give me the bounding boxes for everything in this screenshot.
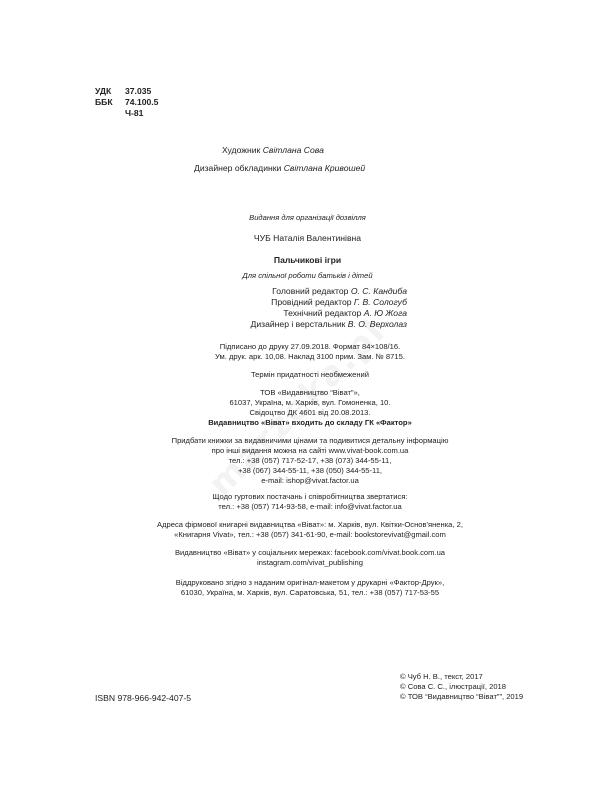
- cover-designer-name: Світлана Кривошей: [283, 163, 366, 173]
- buy-info-line: про інші видання можна на сайті www.vivat-book.com.ua: [211, 446, 409, 455]
- copyright-line: © Сова С. С., ілюстрації, 2018: [400, 682, 507, 691]
- printing-line: Віддруковано згідно з наданим оригінал-макетом у друкарні «Фактор-Друк»,: [175, 578, 445, 587]
- print-info-line: Підписано до друку 27.09.2018. Формат 84×108/16.: [219, 342, 401, 351]
- buy-info-block: [150, 436, 470, 486]
- udk-label: УДК: [95, 86, 112, 96]
- cover-designer-label: Дизайнер обкладинки: [194, 163, 282, 173]
- editor-row: Технічний редактор А. Ю Жога: [283, 308, 407, 318]
- classification-block: [95, 86, 158, 119]
- bbk-value: 74.100.5: [125, 97, 159, 107]
- buy-info-line: Придбати книжки за видавничими цінами та подивитися детальну інформацію: [171, 436, 449, 445]
- social-block: [150, 548, 470, 568]
- editor-row: Провідний редактор Г. В. Сологуб: [271, 297, 407, 307]
- udk-value: 37.035: [125, 86, 152, 96]
- publisher-certificate: Свідоцтво ДК 4601 від 20.08.2013.: [249, 408, 371, 417]
- store-line: «Книгарня Vivat», тел.: +38 (057) 341-61-90, e-mail: bookstorevivat@gmail.com: [174, 530, 446, 539]
- publisher-block: [150, 388, 470, 428]
- copyright-line: © Чуб Н. В., текст, 2017: [400, 672, 483, 681]
- social-line: instagram.com/vivat_publishing: [257, 558, 363, 567]
- buy-info-line: тел.: +38 (057) 717-52-17, +38 (073) 344-55-11,: [228, 456, 392, 465]
- editor-row: Дизайнер і верстальник В. О. Верхолаз: [250, 319, 407, 329]
- author-mark: Ч-81: [125, 108, 144, 118]
- store-line: Адреса фірмової книгарні видавництва «Віват»: м. Харків, вул. Квітки-Основ'яненка, 2,: [157, 520, 463, 529]
- printing-block: [150, 578, 470, 598]
- isbn: ISBN 978-966-942-407-5: [95, 693, 192, 703]
- buy-info-line: +38 (067) 344-55-11, +38 (050) 344-55-11,: [237, 466, 383, 475]
- book-subtitle: Для спільної роботи батьків і дітей: [242, 271, 373, 280]
- editor-row: Головний редактор О. С. Кандиба: [272, 286, 407, 296]
- validity-note: Термін придатності необмежений: [250, 370, 370, 379]
- illustrator-label: Художник: [222, 145, 261, 155]
- book-author: ЧУБ Наталія Валентинівна: [253, 233, 362, 243]
- print-info-line: Ум. друк. арк. 10,08. Наклад 3100 прим. Зам. № 8715.: [215, 352, 405, 361]
- social-line: Видавництво «Віват» у соціальних мережах: facebook.com/vivat.book.com.ua: [174, 548, 446, 557]
- publisher-address: 61037, Україна, м. Харків, вул. Гомоненка, 10.: [229, 398, 391, 407]
- wholesale-block: [150, 492, 470, 512]
- illustrator-name: Світлана Сова: [262, 145, 324, 155]
- publisher-group: Видавництво «Віват» входить до складу ГК «Фактор»: [208, 418, 412, 427]
- store-block: [140, 520, 480, 540]
- copyright-line: © ТОВ “Видавництво “Віват””, 2019: [400, 692, 524, 701]
- illustrator-credit: [222, 145, 324, 156]
- printing-line: 61030, Україна, м. Харків, вул. Саратовська, 51, тел.: +38 (057) 717-53-55: [180, 588, 440, 597]
- wholesale-line: тел.: +38 (057) 714-93-58, e-mail: info@vivat.factor.ua: [218, 502, 402, 511]
- book-title: Пальчикові ігри: [273, 255, 342, 265]
- copyright-block: [400, 672, 523, 702]
- wholesale-line: Щодо гуртових постачань і співробітництва звертатися:: [212, 492, 408, 501]
- cover-designer-credit: [194, 163, 365, 174]
- bbk-label: ББК: [95, 97, 113, 107]
- buy-info-line: e-mail: ishop@vivat.factor.ua: [261, 476, 359, 485]
- edition-note: Видання для організації дозвілля: [249, 213, 366, 222]
- print-info: [160, 342, 460, 362]
- editors-list: [207, 286, 407, 330]
- publisher-name: ТОВ «Видавництво “Віват”»,: [260, 388, 360, 397]
